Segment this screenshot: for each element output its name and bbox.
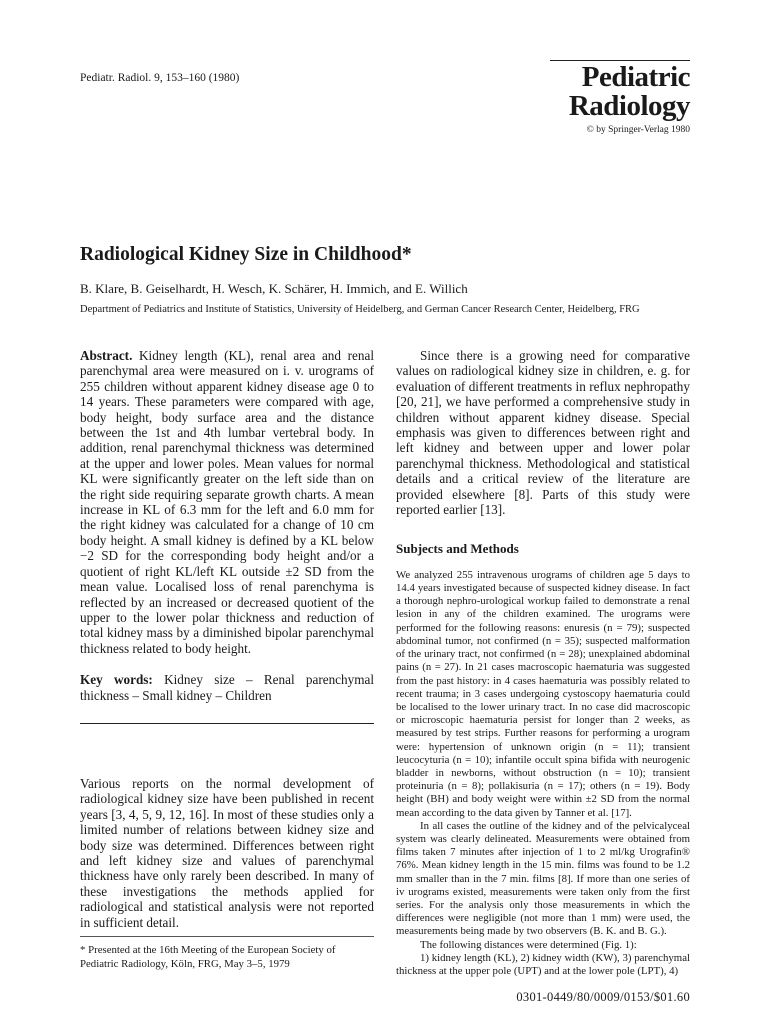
intro-paragraph-1: Various reports on the normal development of radiological kidney size have been published in recent years [3, 4, 5, 9, 12, 16]. In most of these studies only a limited number of relations between kidney size and body size was determined. Differences between right and left kidney size and values of parenchymal thickness have only rarely been described. In many of these investigations the methods applied for radiological and statistical analysis were not reported in sufficient detail. [80,775,374,930]
abstract [80,348,374,656]
affiliation: Department of Pediatrics and Institute of Statistics, University of Heidelberg, and German Cancer Research Center, Heidelberg, FRG [80,304,640,315]
keywords-label: Key words: [80,672,153,688]
keywords [80,672,374,703]
abstract-label: Abstract. [80,348,133,363]
footnote: * Presented at the 16th Meeting of the European Society of Pediatric Radiology, Köln, FRG, May 3–5, 1979 [80,936,374,971]
keywords-text: Kidney size – Renal parenchymal thickness – Small kidney – Children [80,672,374,703]
methods-paragraph-1: We analyzed 255 intravenous urograms of children age 5 days to 14.4 years investigated because of suspected kidney disease. In fact a thorough nephro-urological workup failed to demonstrate a renal lesion in any of the children examined. The urograms were performed for the following reasons: enuresis (n = 79); suspected abdominal tumor, not confirmed (n = 35); suspected malformation of the urinary tract, not confirmed (n = 28); unexplained abdominal pains (n = 27). In 21 cases macroscopic haematuria was suggested from the past history: in 4 cases haematuria was possibly related to recent trauma; in 3 cases undergoing cystoscopy haematuria could be localised to the lower urinary tract. In no case did macroscopic or microscopic haematuria persist for longer than 2 weeks, as measured by test strips. Further reasons for performing a urogram were: hypertension of unknown origin (n = 11); transient leucocyturia (n = 10); infantile occult spina bifida with neurogenic bladder in newborns, without obstruction (n = 10); transient proteinuria (n = 8); pollakisuria (n = 17); others (n = 19). Body height (BH) and body weight were within ±2 SD from the normal mean according to the data given by Tanner et al. [17]. [396,568,690,819]
methods-paragraph-2: In all cases the outline of the kidney and of the pelvicalyceal system was clearly delineated. Measurements were obtained from films taken 7 minutes after injection of 1 to 2 ml/kg Urografin® 76%. Mean kidney length in the 15 min. films was found to be 1.2 mm smaller than in the 7 min. films [8]. If more than one series of iv urograms existed, measurements were taken only from the first series. For the analysis only those measurements in which the differences were negligible (not more than 1 mm) were used, the measurements being made by two observers (B. K. and B. G.). [396,819,690,938]
copyright-notice: © by Springer-Verlag 1980 [586,125,690,135]
methods-paragraph-4: 1) kidney length (KL), 2) kidney width (KW), 3) parenchymal thickness at the upper pole (UPT) and at the lower pole (LPT), 4) [396,951,690,977]
intro-paragraph-2: Since there is a growing need for comparative values on radiological kidney size in children, e. g. for evaluation of different treatments in reflux nephropathy [20, 21], we have performed a comprehensive study in children without apparent kidney disease. Special emphasis was given to differences between right and left kidney and between upper and lower polar parenchymal thickness. Methodological and statistical details and a critical review of the literature are provided elsewhere [8]. Parts of this study were reported earlier [13]. [396,348,690,518]
methods-paragraph-3: The following distances were determined (Fig. 1): [420,938,637,951]
left-column [80,348,374,930]
author-list: B. Klare, B. Geiselhardt, H. Wesch, K. Schärer, H. Immich, and E. Willich [80,281,468,296]
section-divider [80,723,374,724]
journal-name-line1: Pediatric [581,61,690,93]
publication-code: 0301-0449/80/0009/0153/$01.60 [516,990,690,1004]
journal-name-line2: Radiology [568,90,690,122]
citation: Pediatr. Radiol. 9, 153–160 (1980) [80,72,240,84]
methods-heading: Subjects and Methods [396,541,519,557]
abstract-text: Kidney length (KL), renal area and renal parenchymal area were measured on i. v. urograms of 255 children without apparent kidney disease age 0 to 14 years. These parameters were compared with age, body height, body surface area and the distance between the 1st and 4th lumbar vertebral body. In addition, renal parenchymal thickness was determined at the upper and lower poles. Mean values for normal KL were significantly greater on the left side than on the right side requiring separate growth charts. A mean increase in KL of 6.3 mm for the left and 6.0 mm for the right kidney was calculated for a change of 10 cm body height. A small kidney is defined by a KL below −2 SD for the corresponding body height and/or a quotient of right KL/left KL outside ±2 SD from the mean value. Localised loss of renal parenchyma is reflected by an increased or decreased quotient of the upper to the lower polar thickness and reduction of total kidney mass by a diminished bipolar parenchymal thickness related to body height. [80,348,374,656]
journal-name [550,60,690,121]
journal-logo [550,60,690,135]
right-column [396,348,690,978]
article-title: Radiological Kidney Size in Childhood* [80,244,412,265]
